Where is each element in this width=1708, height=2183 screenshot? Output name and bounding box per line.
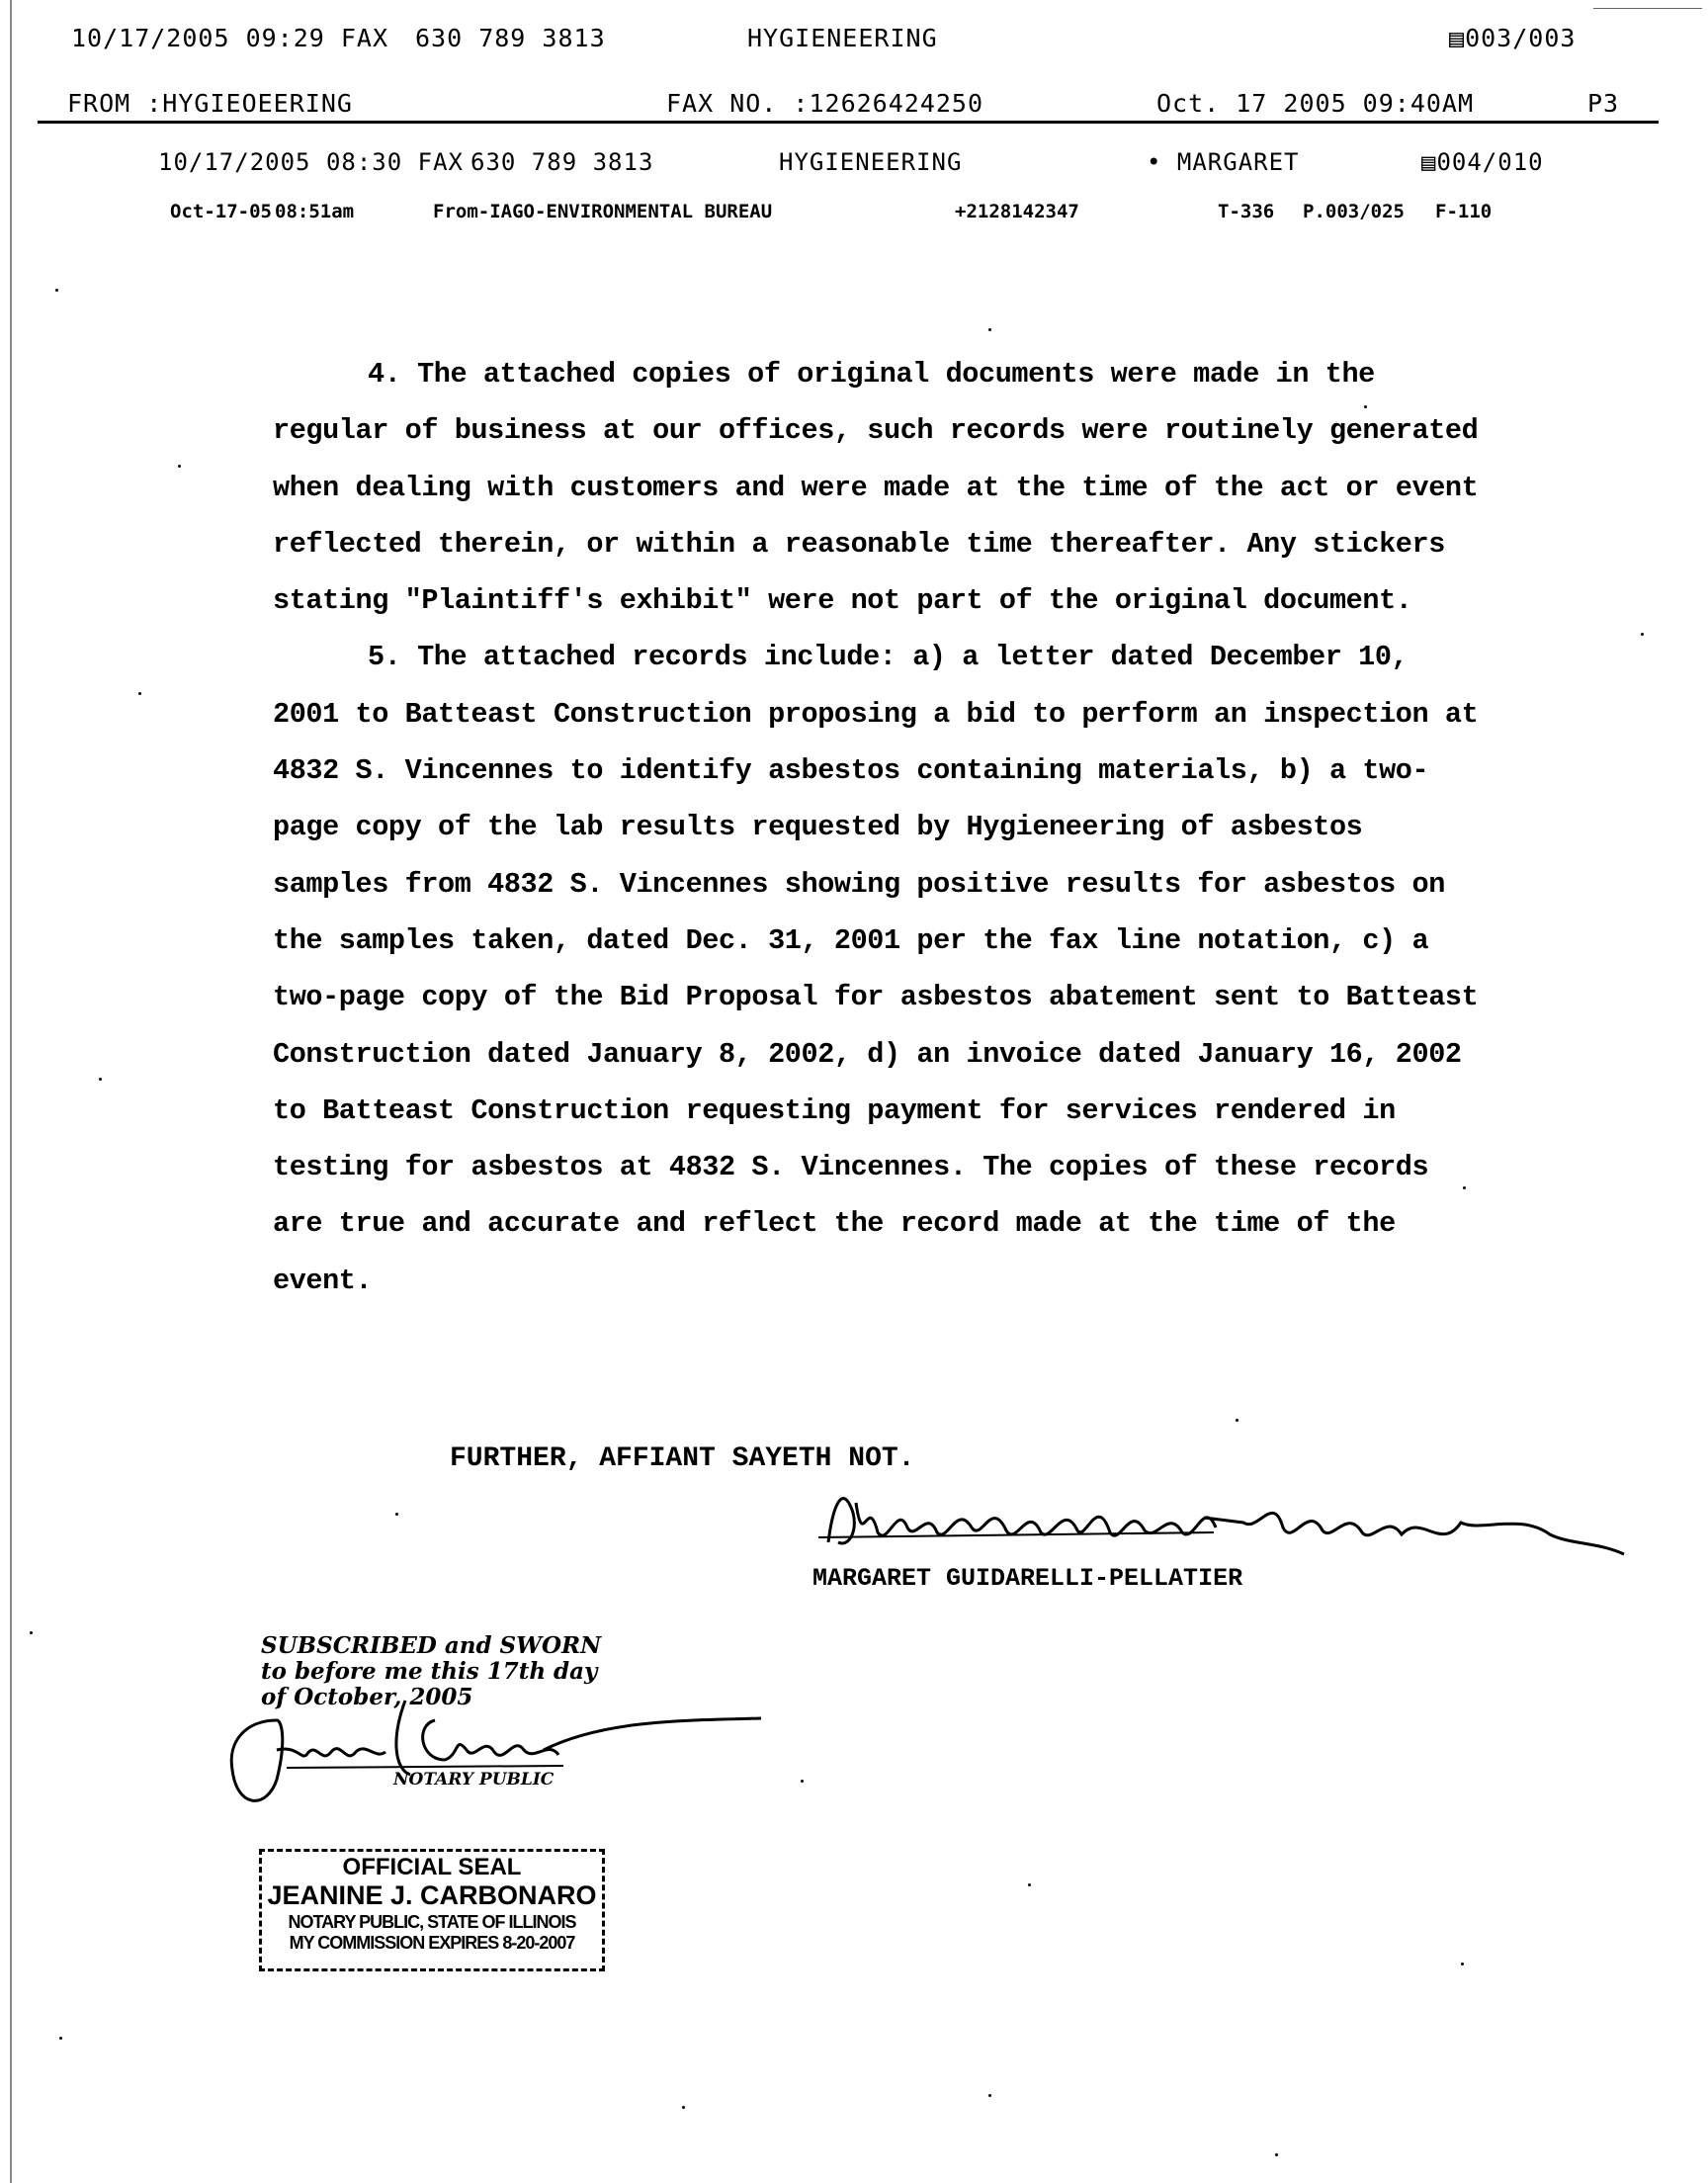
scan-speck [988, 2094, 991, 2097]
fax1-datetime: 10/17/2005 09:29 FAX [71, 24, 389, 52]
scan-speck [1236, 1419, 1238, 1422]
fax3-page: 004/010 [1436, 148, 1544, 176]
scan-edge-line [10, 0, 12, 2183]
paragraph-5: 5. The attached records include: a) a letter dated December 10, 2001 to Batteast Construction proposing a bid to perform an inspection at 4832 S. Vincennes to identify asbestos containing materials, b) a two-page copy of the lab results requested by Hygieneering of asbestos samples from 4832 S. Vincennes showing positive results for asbestos on the samples taken, dated Dec. 31, 2001 per the fax line notation, c) a two-page copy of the Bid Proposal for asbestos abatement sent to Batteast Construction dated January 8, 2002, d) an invoice dated January 16, 2002 to Batteast Construction requesting payment for services rendered in testing for asbestos at 4832 S. Vincennes. The copies of these records are true and accurate and reflect the record made at the time of the event. [273, 641, 1479, 1297]
scan-speck [99, 1078, 102, 1081]
jurat-line-1: SUBSCRIBED and SWORN [261, 1632, 602, 1659]
scan-speck [801, 1780, 804, 1783]
fax1-company: HYGIENEERING [747, 24, 938, 52]
fax4-time: 08:51am [275, 201, 355, 222]
fax3-number: 630 789 3813 [470, 148, 654, 176]
jurat-line-3: of October, 2005 [261, 1684, 473, 1710]
scan-speck [1463, 1186, 1466, 1189]
fax4-date: Oct-17-05 [170, 201, 272, 222]
notary-signature [208, 1681, 899, 1829]
fax3-datetime: 10/17/2005 08:30 FAX [158, 148, 464, 176]
affiant-signature [809, 1473, 1629, 1572]
jurat-line-2: to before me this 17th day [261, 1658, 598, 1685]
notary-public-label: NOTARY PUBLIC [393, 1770, 555, 1790]
scan-speck [1641, 633, 1644, 636]
fax4-page: P.003/025 [1303, 201, 1405, 222]
scan-speck [1461, 1963, 1464, 1965]
fax4-code1: T-336 [1218, 201, 1275, 222]
affiant-name: MARGARET GUIDARELLI-PELLATIER [812, 1564, 1243, 1593]
scan-speck [59, 2037, 62, 2040]
official-seal [259, 1849, 605, 1971]
seal-title: OFFICIAL SEAL [342, 1854, 522, 1880]
fax1-page: 003/003 [1465, 24, 1577, 52]
scan-speck [178, 465, 181, 468]
paragraph-4: 4. The attached copies of original documents were made in the regular of business at our offices, such records were routinely generated when dealing with customers and were made at the time of the act or event reflected therein, or within a reasonable time thereafter. Any stickers stating "Plaintiff's exhibit" were not part of the original document. [273, 358, 1479, 618]
scan-speck [55, 289, 58, 292]
fax3-company: HYGIENEERING [779, 148, 963, 176]
fax2-page: P3 [1587, 89, 1620, 118]
scan-speck [395, 1513, 398, 1516]
scan-speck [1028, 1883, 1031, 1886]
fax2-from: FROM :HYGIEOEERING [67, 89, 353, 118]
seal-name: JEANINE J. CARBONARO [267, 1880, 597, 1910]
closing-statement: FURTHER, AFFIANT SAYETH NOT. [450, 1443, 915, 1474]
fax3-page-group [1421, 148, 1544, 176]
fax4-from: From-IAGO-ENVIRONMENTAL BUREAU [433, 201, 773, 222]
scan-speck [138, 692, 141, 695]
fax-machine-icon: ▤ [1421, 148, 1437, 176]
fax1-page-group [1449, 24, 1576, 52]
scan-speck [1364, 405, 1367, 408]
fax4-number: +2128142347 [955, 201, 1079, 222]
fax2-fax-no: FAX NO. :12626424250 [666, 89, 984, 118]
seal-line-1: NOTARY PUBLIC, STATE OF ILLINOIS [288, 1912, 576, 1932]
scan-speck [1275, 2153, 1278, 2156]
fax-machine-icon: ▤ [1449, 24, 1466, 52]
seal-line-2: MY COMMISSION EXPIRES 8-20-2007 [289, 1933, 575, 1953]
fax2-datetime: Oct. 17 2005 09:40AM [1156, 89, 1475, 118]
affidavit-body [273, 346, 1489, 1309]
scan-top-line [1593, 8, 1702, 9]
fax3-recipient: • MARGARET [1147, 148, 1300, 176]
header-rule [38, 121, 1659, 124]
fax4-code2: F-110 [1435, 201, 1493, 222]
scan-speck [988, 328, 991, 331]
fax1-number: 630 789 3813 [415, 24, 606, 52]
scan-speck [682, 2106, 685, 2109]
scan-speck [30, 1631, 33, 1634]
